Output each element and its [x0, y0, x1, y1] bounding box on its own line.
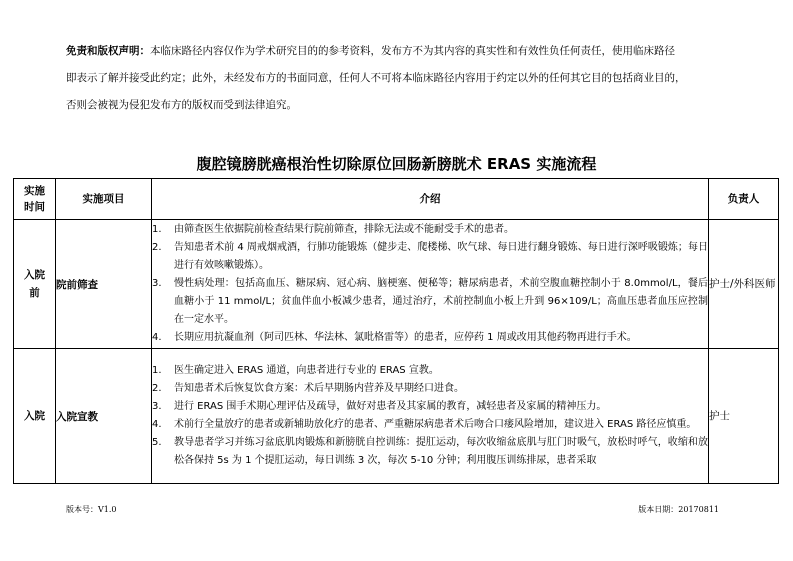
- list-item: 3. 慢性病处理：包括高血压、糖尿病、冠心病、脑梗塞、便秘等；糖尿病患者，术前空腹血糖控制小于 8.0mmol/L，餐后血糖小于 11 mmol/L；贫血伴血小板减少患者，通过治疗，术前控制血小板上升到 96×109/L；高血压患者血压应控制在一定水平。: [152, 278, 708, 325]
- header-item: 实施项目: [56, 179, 152, 220]
- disclaimer: [66, 38, 736, 119]
- table-row: [14, 349, 779, 484]
- intro-list: [152, 362, 708, 470]
- list-item: 3. 进行 ERAS 围手术期心理评估及疏导，做好对患者及其家属的教育，减轻患者及家属的精神压力。: [152, 401, 607, 412]
- header-time-text: 实施时间: [24, 185, 45, 213]
- eras-flow-table: [13, 178, 779, 484]
- version-number: 版本号：V1.0: [66, 505, 117, 514]
- list-item: 1. 由筛查医生依据院前检查结果行院前筛查，排除无法或不能耐受手术的患者。: [152, 224, 514, 235]
- row-owner: 护士/外科医师: [709, 220, 779, 349]
- row-intro: [152, 220, 709, 349]
- list-item: 4. 术前行全量放疗的患者或新辅助放化疗的患者、严重糖尿病患者术后吻合口瘘风险增加，建议进入 ERAS 路径应慎重。: [152, 419, 697, 430]
- table-header-row: [14, 179, 779, 220]
- disclaimer-line-2: 即表示了解并接受此约定；此外，未经发布方的书面同意，任何人不可将本临床路径内容用于约定以外的任何其它目的包括商业目的，: [66, 72, 686, 84]
- list-item: 2. 告知患者术前 4 周戒烟戒酒，行肺功能锻炼（健步走、爬楼梯、吹气球、每日进行翻身锻炼、每日进行深呼吸锻炼；每日进行有效咳嗽锻炼）。: [152, 242, 708, 271]
- list-item: 1. 医生确定进入 ERAS 通道，向患者进行专业的 ERAS 宣教。: [152, 365, 439, 376]
- header-time: [14, 179, 56, 220]
- disclaimer-line-3: 否则会被视为侵犯发布方的版权而受到法律追究。: [66, 99, 297, 111]
- row-time: 入院前: [14, 220, 56, 349]
- document-title: 腹腔镜膀胱癌根治性切除原位回肠新膀胱术 ERAS 实施流程: [196, 155, 597, 173]
- disclaimer-line-1: 免责和版权声明：本临床路径内容仅作为学术研究目的的参考资料，发布方不为其内容的真实性和有效性负任何责任，使用临床路径: [66, 45, 675, 57]
- header-owner: 负责人: [709, 179, 779, 220]
- row-intro: [152, 349, 709, 484]
- version-date: 版本日期：20170811: [638, 505, 719, 514]
- header-intro: 介绍: [152, 179, 709, 220]
- row-owner: 护士: [709, 349, 779, 484]
- disclaimer-label: 免责和版权声明：: [66, 45, 150, 57]
- list-item: 4. 长期应用抗凝血剂（阿司匹林、华法林、氯吡格雷等）的患者，应停药 1 周或改用其他药物再进行手术。: [152, 332, 637, 343]
- list-item: 5. 教导患者学习并练习盆底肌肉锻炼和新膀胱自控训练：提肛运动，每次收缩盆底肌与肛门时吸气，放松时呼气，收缩和放松各保持 5s 为 1 个提肛运动，每日训练 3 次，每次 5-10 分钟；利用腹压训练排尿，患者采取: [152, 437, 708, 466]
- row-item: 院前筛查: [56, 220, 152, 349]
- row-item: 入院宣教: [56, 349, 152, 484]
- list-item: 2. 告知患者术后恢复饮食方案：术后早期肠内营养及早期经口进食。: [152, 383, 464, 394]
- table-row: [14, 220, 779, 349]
- intro-list: [152, 221, 708, 347]
- row-time: 入院: [14, 349, 56, 484]
